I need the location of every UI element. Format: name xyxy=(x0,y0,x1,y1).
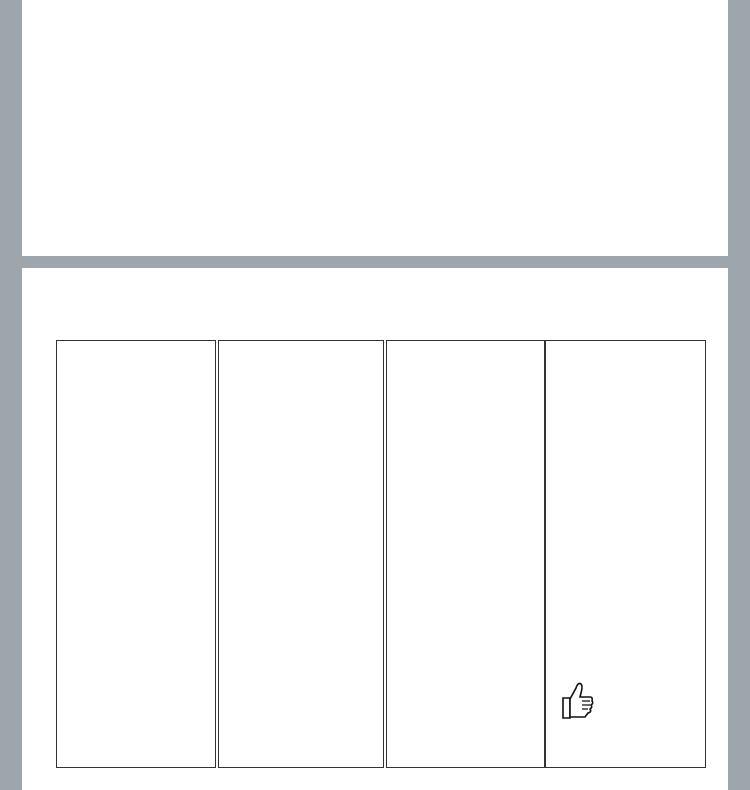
previous-menu-page xyxy=(22,0,728,256)
col1-frame xyxy=(56,340,216,768)
col2-frame xyxy=(218,340,384,768)
menu-title xyxy=(22,282,728,311)
thumbs-up-icon xyxy=(559,680,595,724)
col3-frame xyxy=(386,340,546,768)
menu-order-sheet xyxy=(22,268,728,790)
